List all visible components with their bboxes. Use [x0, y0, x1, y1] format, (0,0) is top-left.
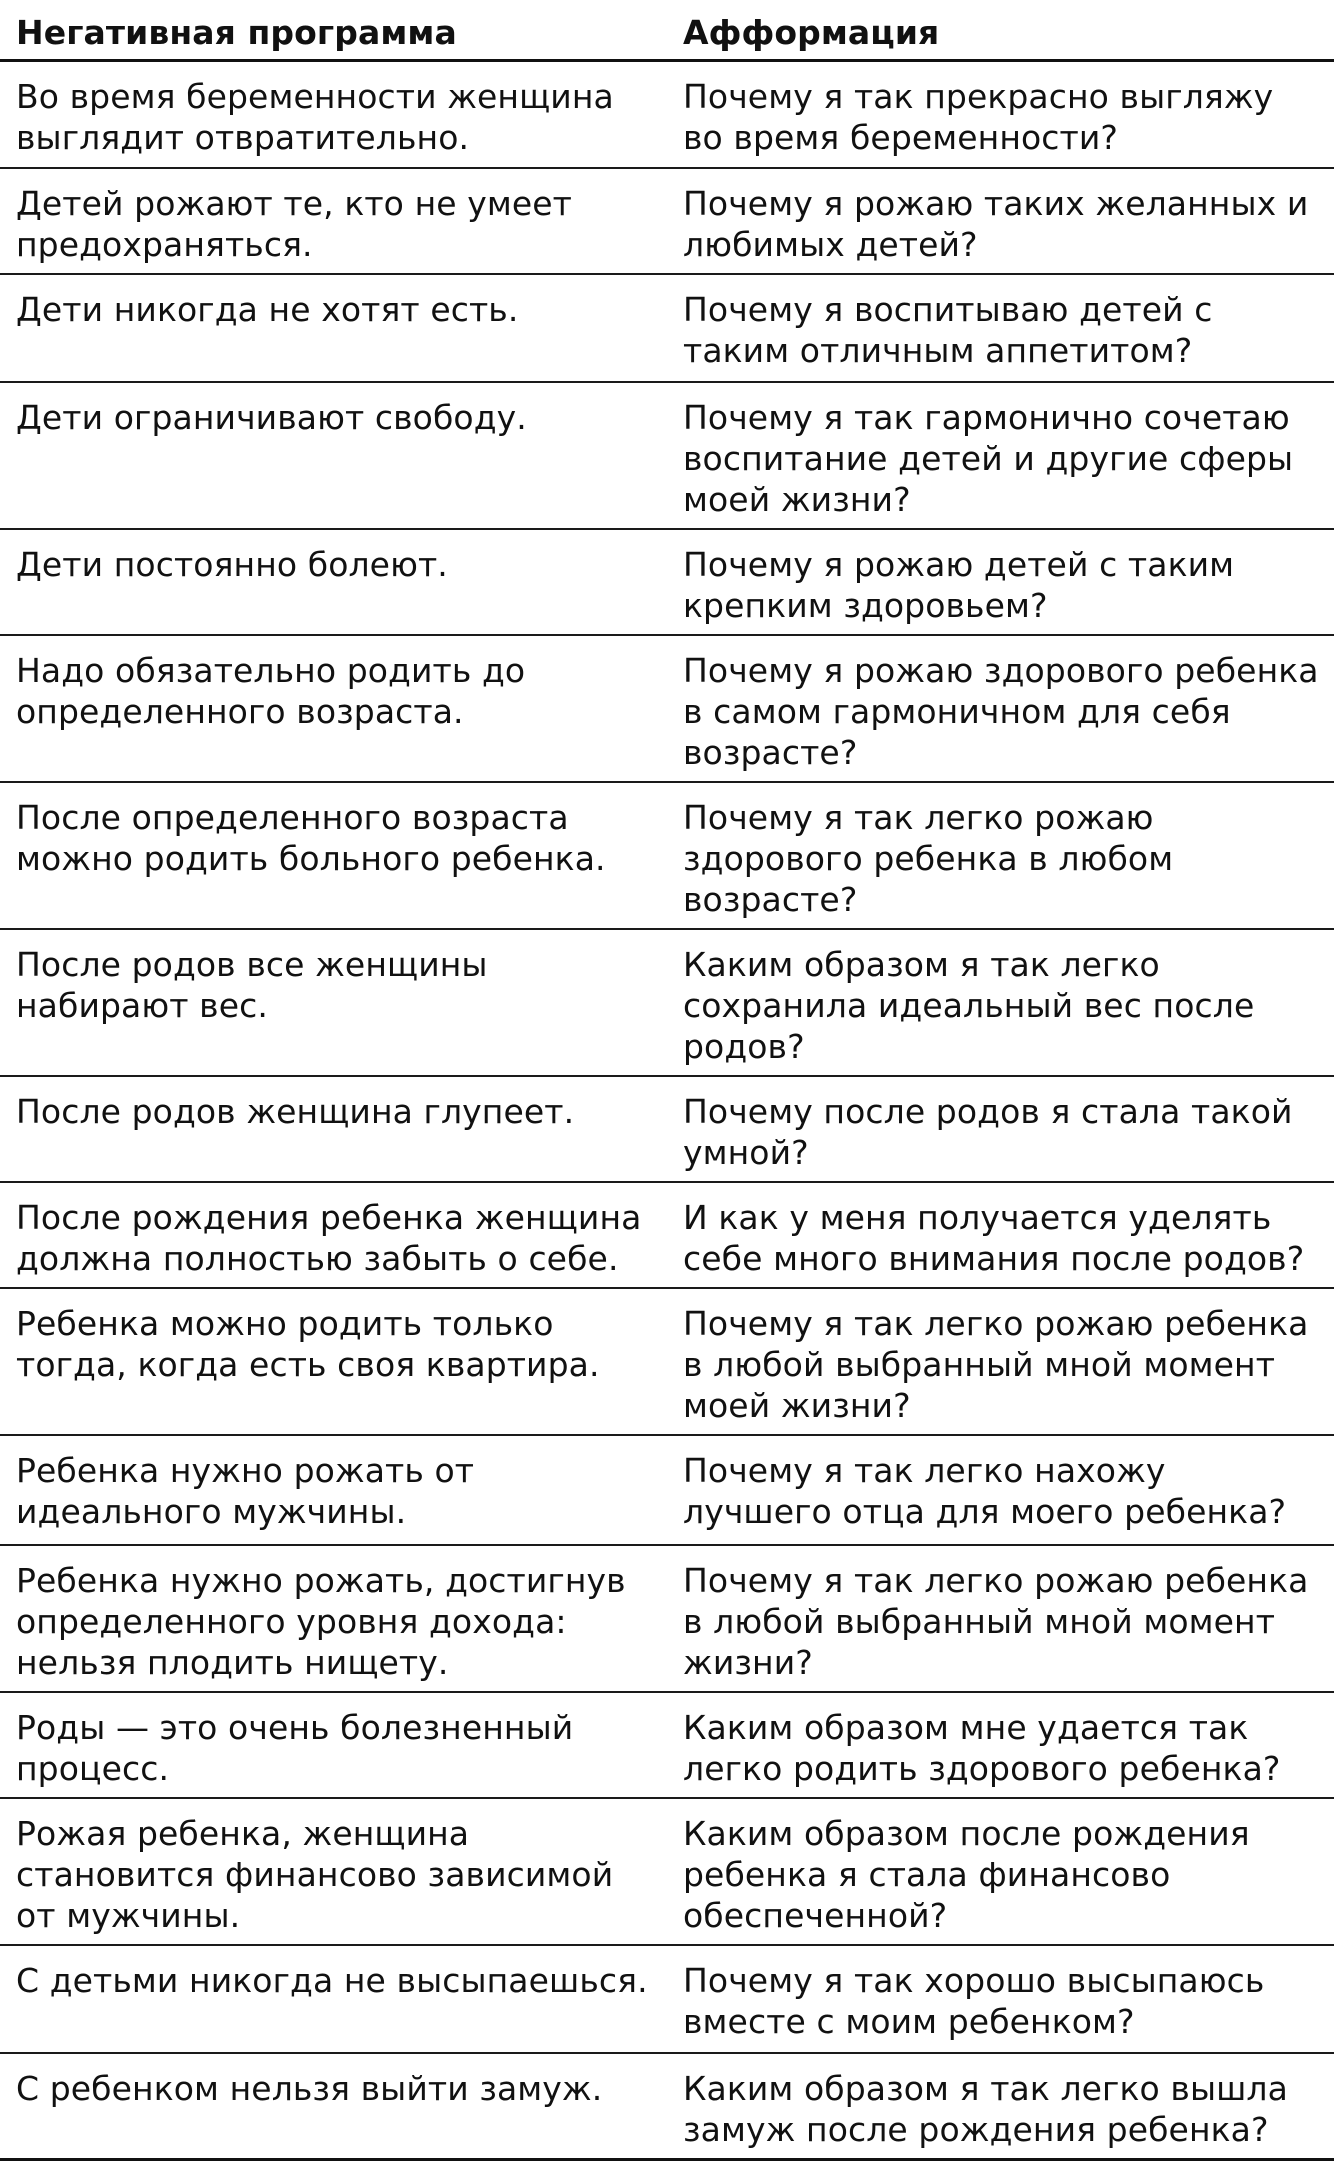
negative-program-cell: Во время беременности женщина выглядит отвратительно. [0, 60, 667, 168]
negative-program-cell: Дети никогда не хотят есть. [0, 274, 667, 382]
table-row [0, 1076, 1334, 1182]
negative-program-cell: Дети ограничивают свободу. [0, 382, 667, 529]
table-row [0, 929, 1334, 1076]
negative-program-cell: После рождения ребенка женщина должна полностью забыть о себе. [0, 1182, 667, 1288]
table-row [0, 635, 1334, 782]
affirmation-cell: Каким образом мне удается так легко родить здорового ребенка? [667, 1692, 1334, 1798]
table-row [0, 1798, 1334, 1945]
affirmation-cell: Почему я так хорошо высыпаюсь вместе с моим ребенком? [667, 1945, 1334, 2053]
affirmation-cell: Почему после родов я стала такой умной? [667, 1076, 1334, 1182]
table-row [0, 382, 1334, 529]
affirmation-cell: Почему я рожаю таких желанных и любимых детей? [667, 168, 1334, 274]
negative-program-cell: После определенного возраста можно родить больного ребенка. [0, 782, 667, 929]
table-row [0, 1288, 1334, 1435]
negative-program-cell: С ребенком нельзя выйти замуж. [0, 2053, 667, 2160]
negative-program-cell: Роды — это очень болезненный процесс. [0, 1692, 667, 1798]
negative-program-cell: После родов все женщины набирают вес. [0, 929, 667, 1076]
affirmation-cell: Почему я так легко рожаю ребенка в любой выбранный мной момент моей жизни? [667, 1288, 1334, 1435]
affirmation-cell: Каким образом я так легко сохранила идеальный вес после родов? [667, 929, 1334, 1076]
table-row [0, 1945, 1334, 2053]
negative-program-cell: Ребенка можно родить только тогда, когда есть своя квартира. [0, 1288, 667, 1435]
table-row [0, 1545, 1334, 1692]
negative-program-cell: Детей рожают те, кто не умеет предохраняться. [0, 168, 667, 274]
negative-program-cell: Ребенка нужно рожать от идеального мужчины. [0, 1435, 667, 1545]
affirmation-cell: Почему я так легко нахожу лучшего отца для моего ребенка? [667, 1435, 1334, 1545]
table-row [0, 1435, 1334, 1545]
affirmation-cell: Каким образом после рождения ребенка я стала финансово обеспеченной? [667, 1798, 1334, 1945]
table-row [0, 782, 1334, 929]
table-row [0, 529, 1334, 635]
affirmation-cell: Почему я так легко рожаю ребенка в любой выбранный мной момент жизни? [667, 1545, 1334, 1692]
column-header-affirmation: Афформация [667, 0, 1334, 60]
negative-program-cell: Рожая ребенка, женщина становится финансово зависимой от мужчины. [0, 1798, 667, 1945]
table-row [0, 2053, 1334, 2160]
negative-program-cell: Ребенка нужно рожать, достигнув определенного уровня дохода: нельзя плодить нищету. [0, 1545, 667, 1692]
affirmation-cell: Почему я рожаю детей с таким крепким здоровьем? [667, 529, 1334, 635]
table-row [0, 60, 1334, 168]
table-row [0, 1692, 1334, 1798]
table-row [0, 168, 1334, 274]
table-row [0, 1182, 1334, 1288]
affirmation-cell: Почему я так гармонично сочетаю воспитание детей и другие сферы моей жизни? [667, 382, 1334, 529]
affirmation-cell: Почему я так прекрасно выгляжу во время беременности? [667, 60, 1334, 168]
negative-program-cell: Дети постоянно болеют. [0, 529, 667, 635]
affirmation-cell: Почему я воспитываю детей с таким отличным аппетитом? [667, 274, 1334, 382]
negative-program-cell: Надо обязательно родить до определенного возраста. [0, 635, 667, 782]
affirmation-cell: Почему я рожаю здорового ребенка в самом гармоничном для себя возрасте? [667, 635, 1334, 782]
affirmation-cell: И как у меня получается уделять себе много внимания после родов? [667, 1182, 1334, 1288]
table-header-row [0, 0, 1334, 60]
table-row [0, 274, 1334, 382]
table-body [0, 60, 1334, 2160]
negative-program-cell: С детьми никогда не высыпаешься. [0, 1945, 667, 2053]
column-header-negative: Негативная программа [0, 0, 667, 60]
negative-program-cell: После родов женщина глупеет. [0, 1076, 667, 1182]
affirmation-cell: Почему я так легко рожаю здорового ребенка в любом возрасте? [667, 782, 1334, 929]
affirmation-cell: Каким образом я так легко вышла замуж после рождения ребенка? [667, 2053, 1334, 2160]
